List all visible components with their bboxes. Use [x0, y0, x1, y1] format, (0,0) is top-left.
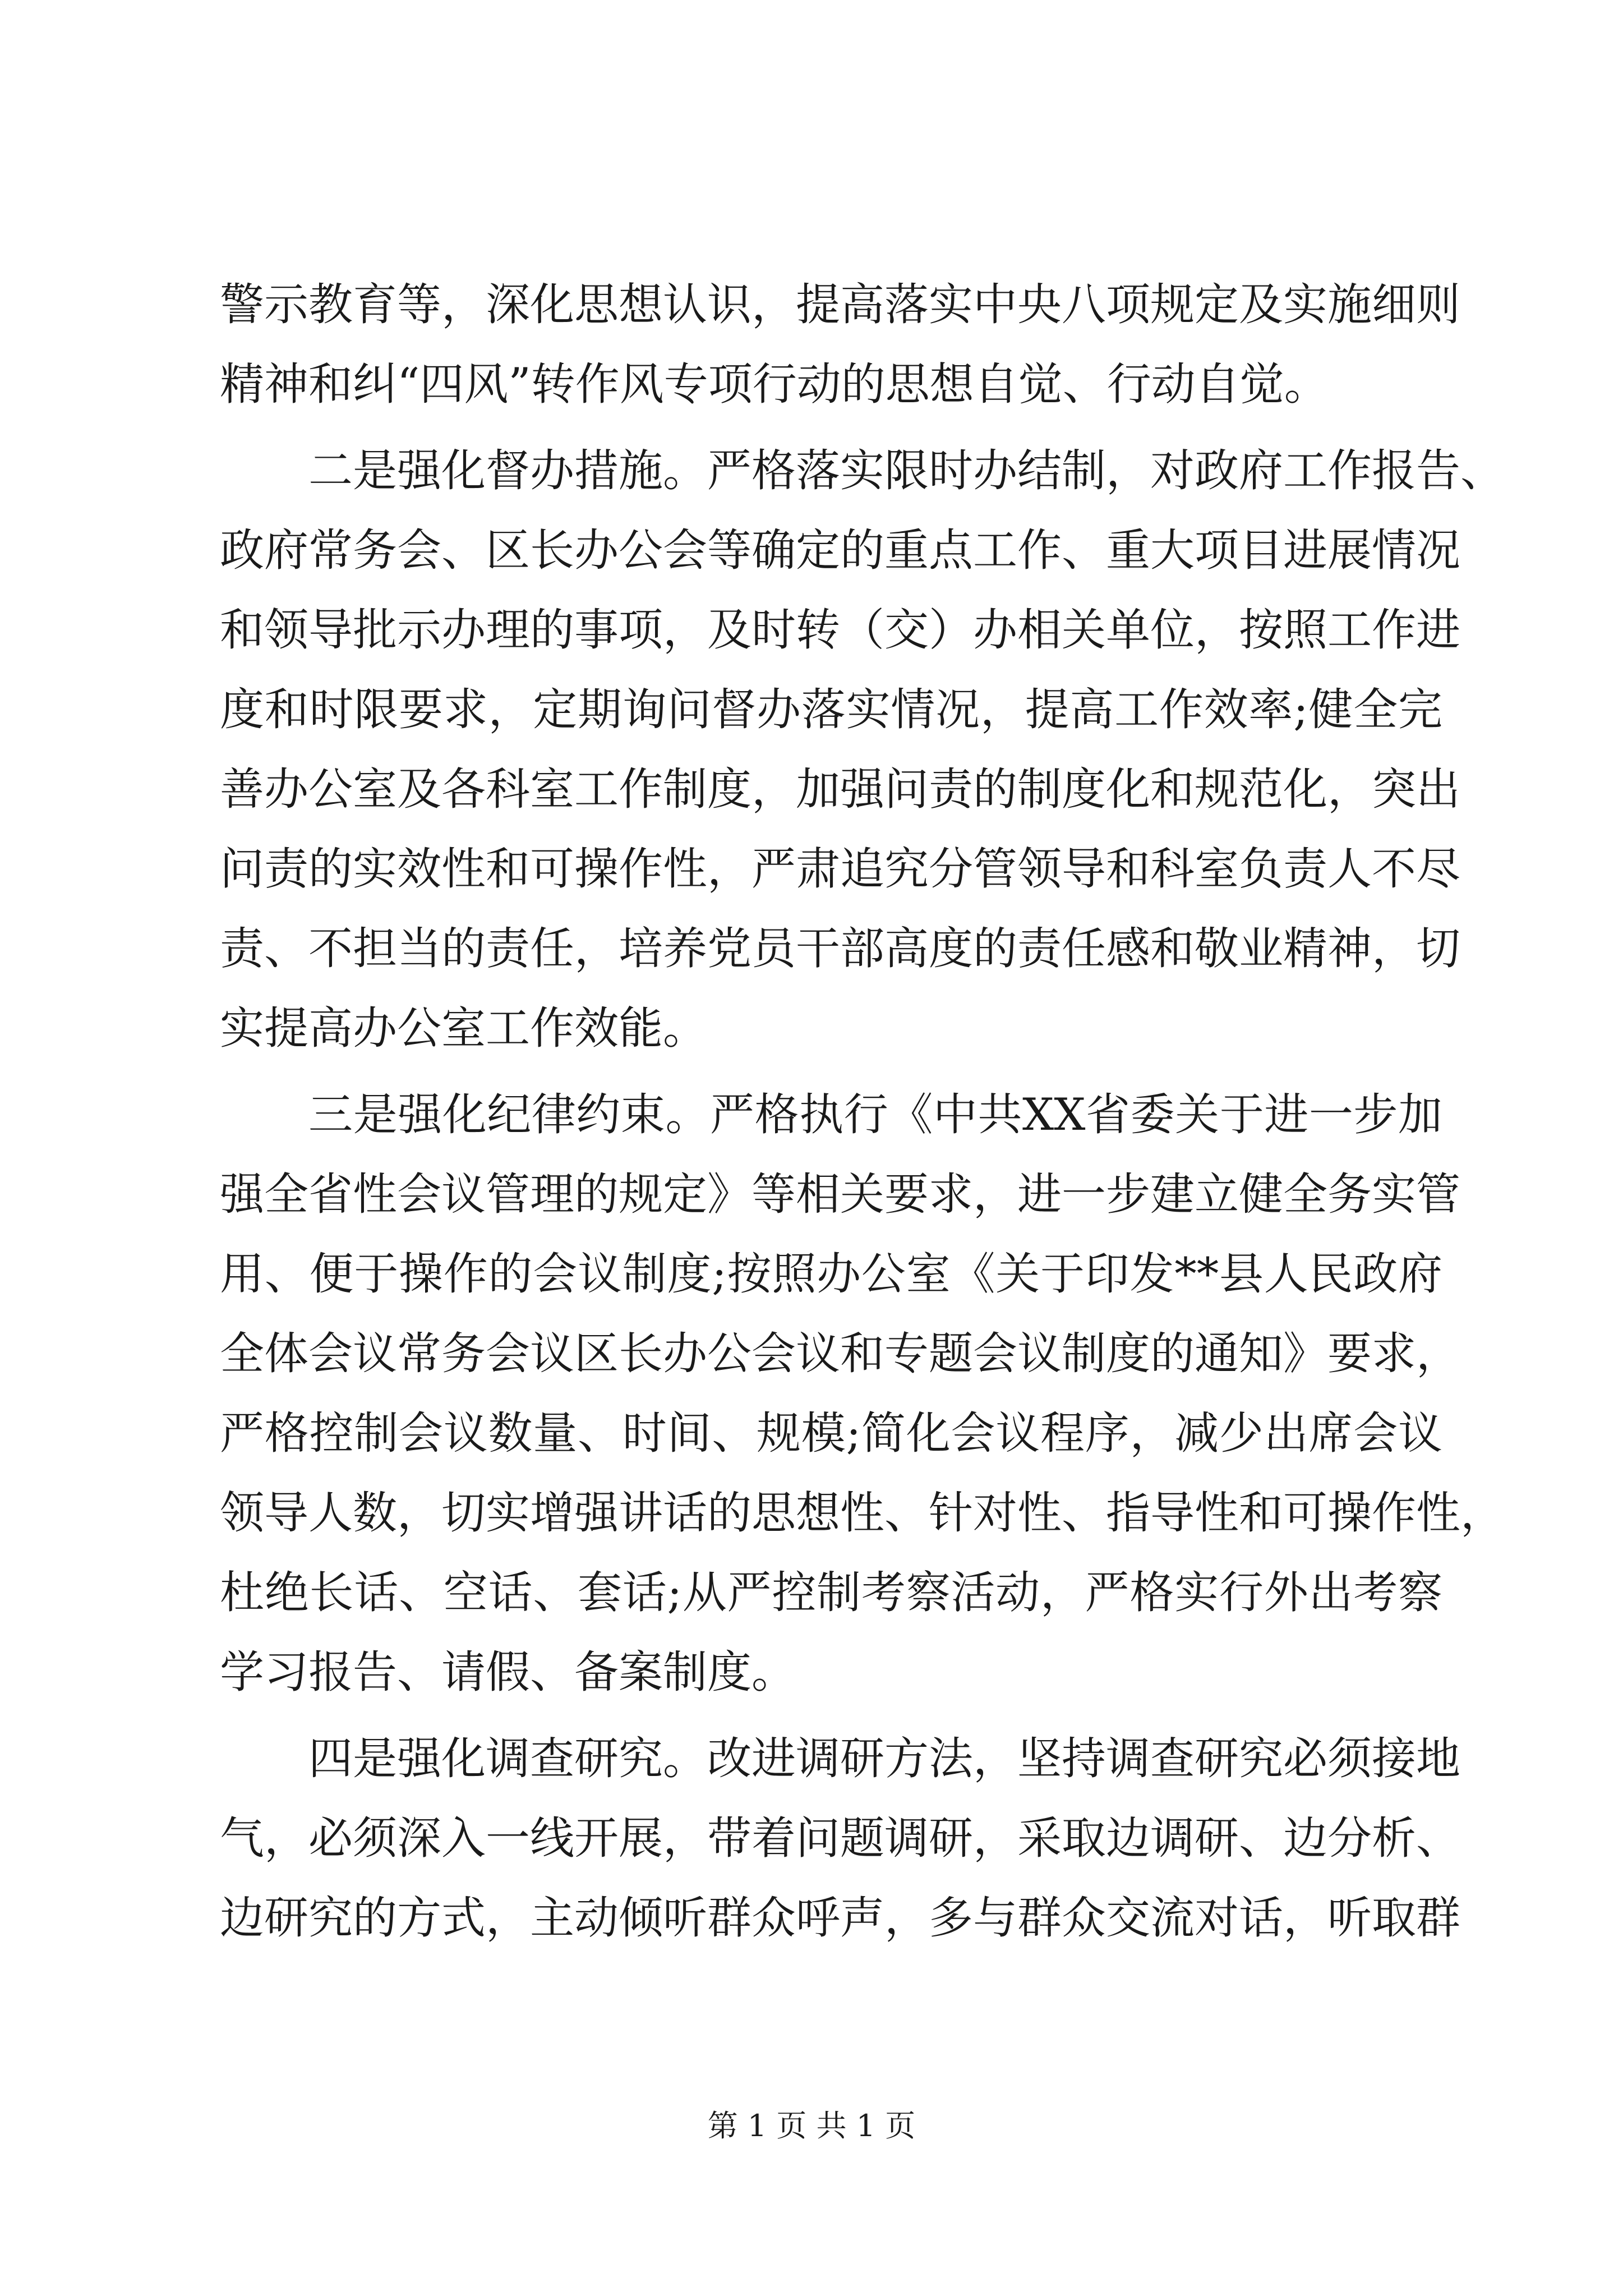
- paragraph-3: [220, 1075, 1505, 1712]
- text-line: 用、便于操作的会议制度;按照办公室《关于印发**县人民政府: [220, 1248, 1442, 1300]
- text-line: 四是强化调查研究。改进调研方法，坚持调查研究必须接地: [308, 1733, 1460, 1784]
- text-line: 警示教育等，深化思想认识，提高落实中央八项规定及实施细则: [220, 279, 1460, 330]
- text-line: 责、不担当的责任，培养党员干部高度的责任感和敬业精神，切: [220, 923, 1460, 974]
- paragraph-2: [220, 431, 1505, 1068]
- text-line: 严格控制会议数量、时间、规模;简化会议程序，减少出席会议: [220, 1407, 1442, 1459]
- text-line: 领导人数，切实增强讲话的思想性、针对性、指导性和可操作性，: [220, 1487, 1505, 1539]
- text-line: 问责的实效性和可操作性，严肃追究分管领导和科室负责人不尽: [220, 843, 1460, 895]
- text-line: 善办公室及各科室工作制度，加强问责的制度化和规范化，突出: [220, 763, 1460, 815]
- text-line: 政府常务会、区长办公会等确定的重点工作、重大项目进展情况: [220, 524, 1460, 576]
- page-footer: 第 1 页 共 1 页: [707, 2108, 916, 2143]
- text-line: 和领导批示办理的事项，及时转（交）办相关单位，按照工作进: [220, 604, 1460, 656]
- document-body: [220, 265, 1505, 1958]
- paragraph-1: [220, 265, 1460, 424]
- text-line: 精神和纠“四风”转作风专项行动的思想自觉、行动自觉。: [220, 358, 1329, 410]
- text-line: 二是强化督办措施。严格落实限时办结制，对政府工作报告、: [308, 445, 1505, 496]
- text-line: 三是强化纪律约束。严格执行《中共XX省委关于进一步加: [308, 1089, 1442, 1140]
- text-line: 度和时限要求，定期询问督办落实情况，提高工作效率;健全完: [220, 684, 1442, 735]
- text-line: 气，必须深入一线开展，带着问题调研，采取边调研、边分析、: [220, 1812, 1460, 1864]
- text-line: 边研究的方式，主动倾听群众呼声，多与群众交流对话，听取群: [220, 1892, 1460, 1944]
- text-line: 强全省性会议管理的规定》等相关要求，进一步建立健全务实管: [220, 1168, 1460, 1220]
- text-line: 杜绝长话、空话、套话;从严控制考察活动，严格实行外出考察: [220, 1567, 1442, 1618]
- text-line: 学习报告、请假、备案制度。: [220, 1646, 796, 1698]
- text-line: 全体会议常务会议区长办公会议和专题会议制度的通知》要求，: [220, 1328, 1460, 1379]
- paragraph-4: [220, 1719, 1460, 1958]
- text-line: 实提高办公室工作效能。: [220, 1002, 707, 1054]
